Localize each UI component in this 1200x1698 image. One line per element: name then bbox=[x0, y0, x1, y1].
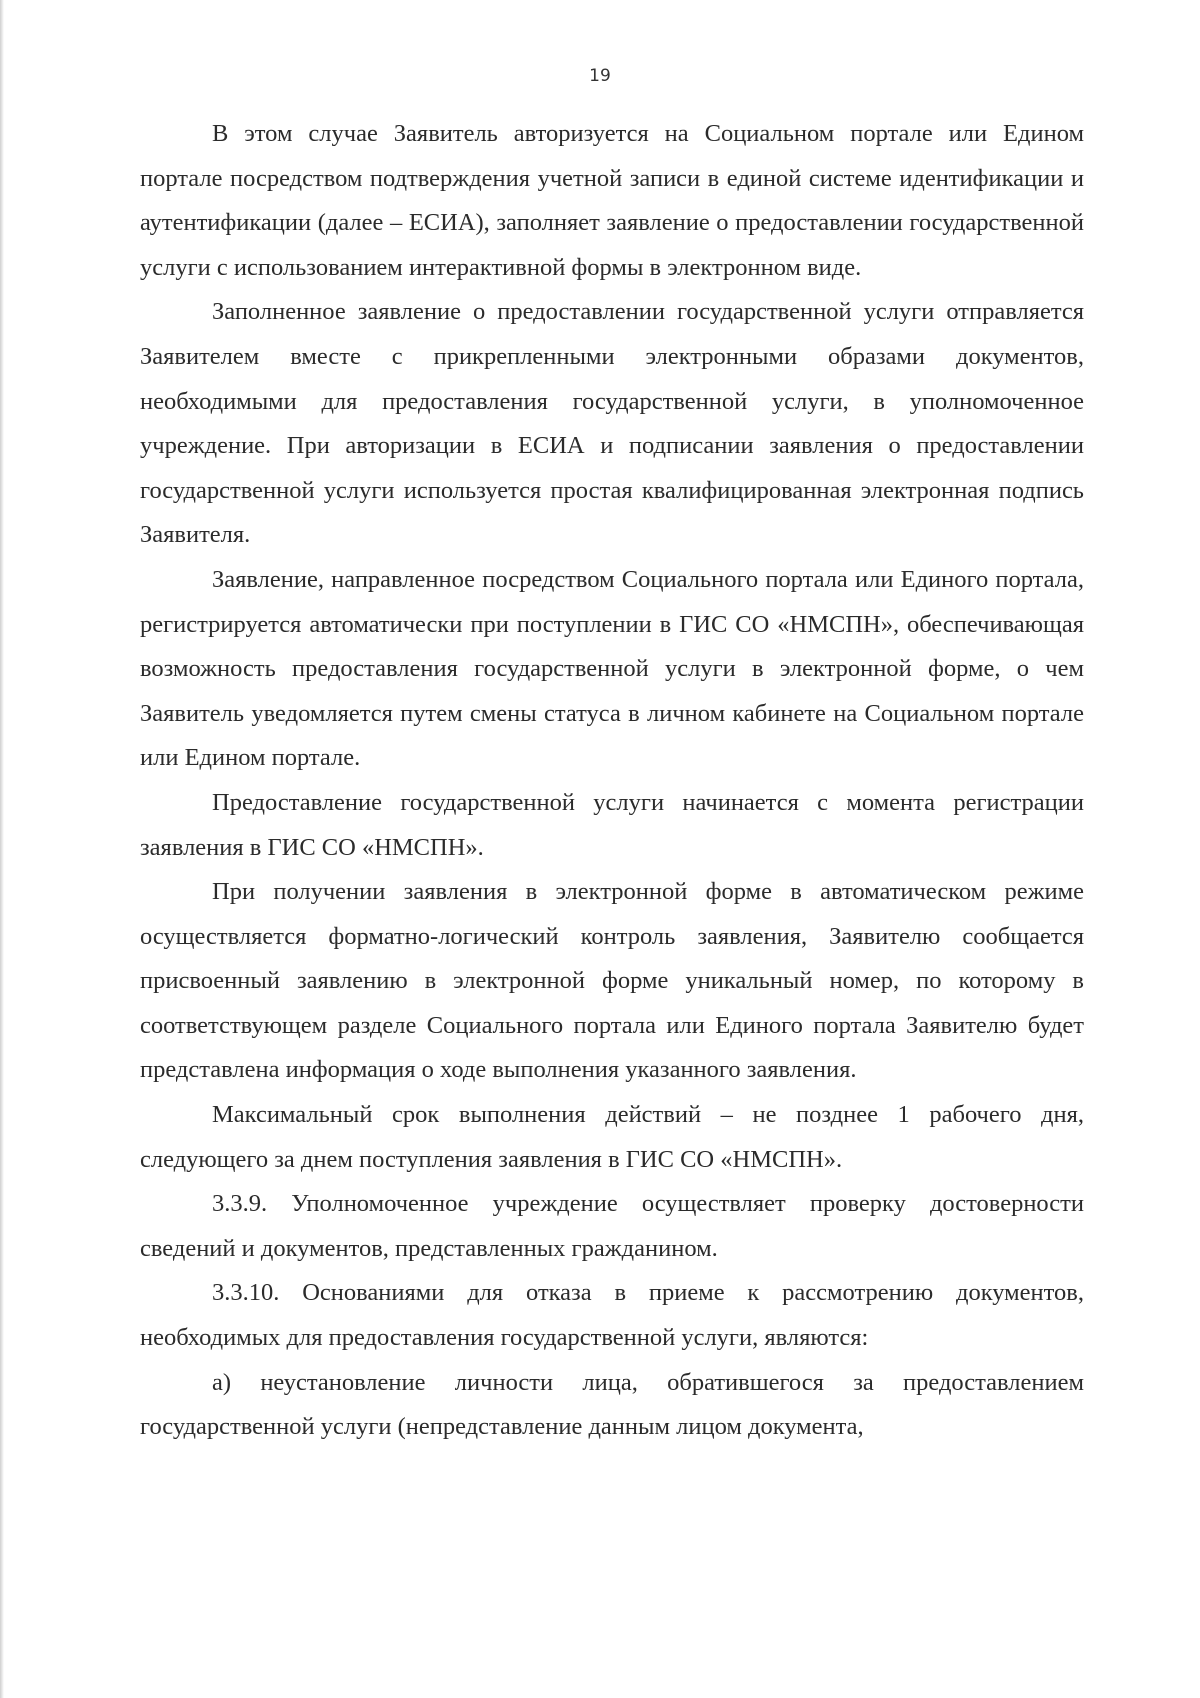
paragraph-section-3-3-9: 3.3.9. Уполномоченное учреждение осуществляет проверку достоверности сведений и документов, представленных гражданином. bbox=[140, 1190, 1084, 1262]
scan-edge bbox=[0, 0, 4, 1698]
page-number: 19 bbox=[589, 66, 611, 86]
document-body bbox=[140, 112, 1084, 1450]
paragraph-max-duration: Максимальный срок выполнения действий – не позднее 1 рабочего дня, следующего за днем поступления заявления в ГИС СО «НМСПН». bbox=[140, 1101, 1084, 1173]
paragraph-item-a: а) неустановление личности лица, обратившегося за предоставлением государственной услуги (непредставление данным лицом документа, bbox=[140, 1368, 1084, 1441]
paragraph-application-registration: Заявление, направленное посредством Социального портала или Единого портала, регистрируется автоматически при поступлении в ГИС СО «НМСПН», обеспечивающая возможность предоставления государственной услуги в электронной форме, о чем Заявитель уведомляется путем смены статуса в личном кабинете на Социальном портале или Едином портале. bbox=[140, 565, 1084, 772]
paragraph-esia-authorization: В этом случае Заявитель авторизуется на Социальном портале или Едином портале посредством подтверждения учетной записи в единой системе идентификации и аутентификации (далее – ЕСИА), заполняет заявление о предоставлении государственной услуги с использованием интерактивной формы в электронном виде. bbox=[140, 120, 1084, 281]
paragraph-service-start: Предоставление государственной услуги начинается с момента регистрации заявления в ГИС СО «НМСПН». bbox=[140, 788, 1084, 861]
paragraph-format-logic-control: При получении заявления в электронной форме в автоматическом режиме осуществляется форматно-логический контроль заявления, Заявителю сообщается присвоенный заявлению в электронной форме уникальный номер, по которому в соответствующем разделе Социального портала или Единого портала Заявителю будет представлена информация о ходе выполнения указанного заявления. bbox=[140, 878, 1084, 1084]
paragraph-section-3-3-10: 3.3.10. Основаниями для отказа в приеме к рассмотрению документов, необходимых для предоставления государственной услуги, являются: bbox=[140, 1279, 1084, 1352]
paragraph-application-submission: Заполненное заявление о предоставлении государственной услуги отправляется Заявителем вместе с прикрепленными электронными образами документов, необходимыми для предоставления государственной услуги, в уполномоченное учреждение. При авторизации в ЕСИА и подписании заявления о предоставлении государственной услуги используется простая квалифицированная электронная подпись Заявителя. bbox=[140, 298, 1084, 549]
